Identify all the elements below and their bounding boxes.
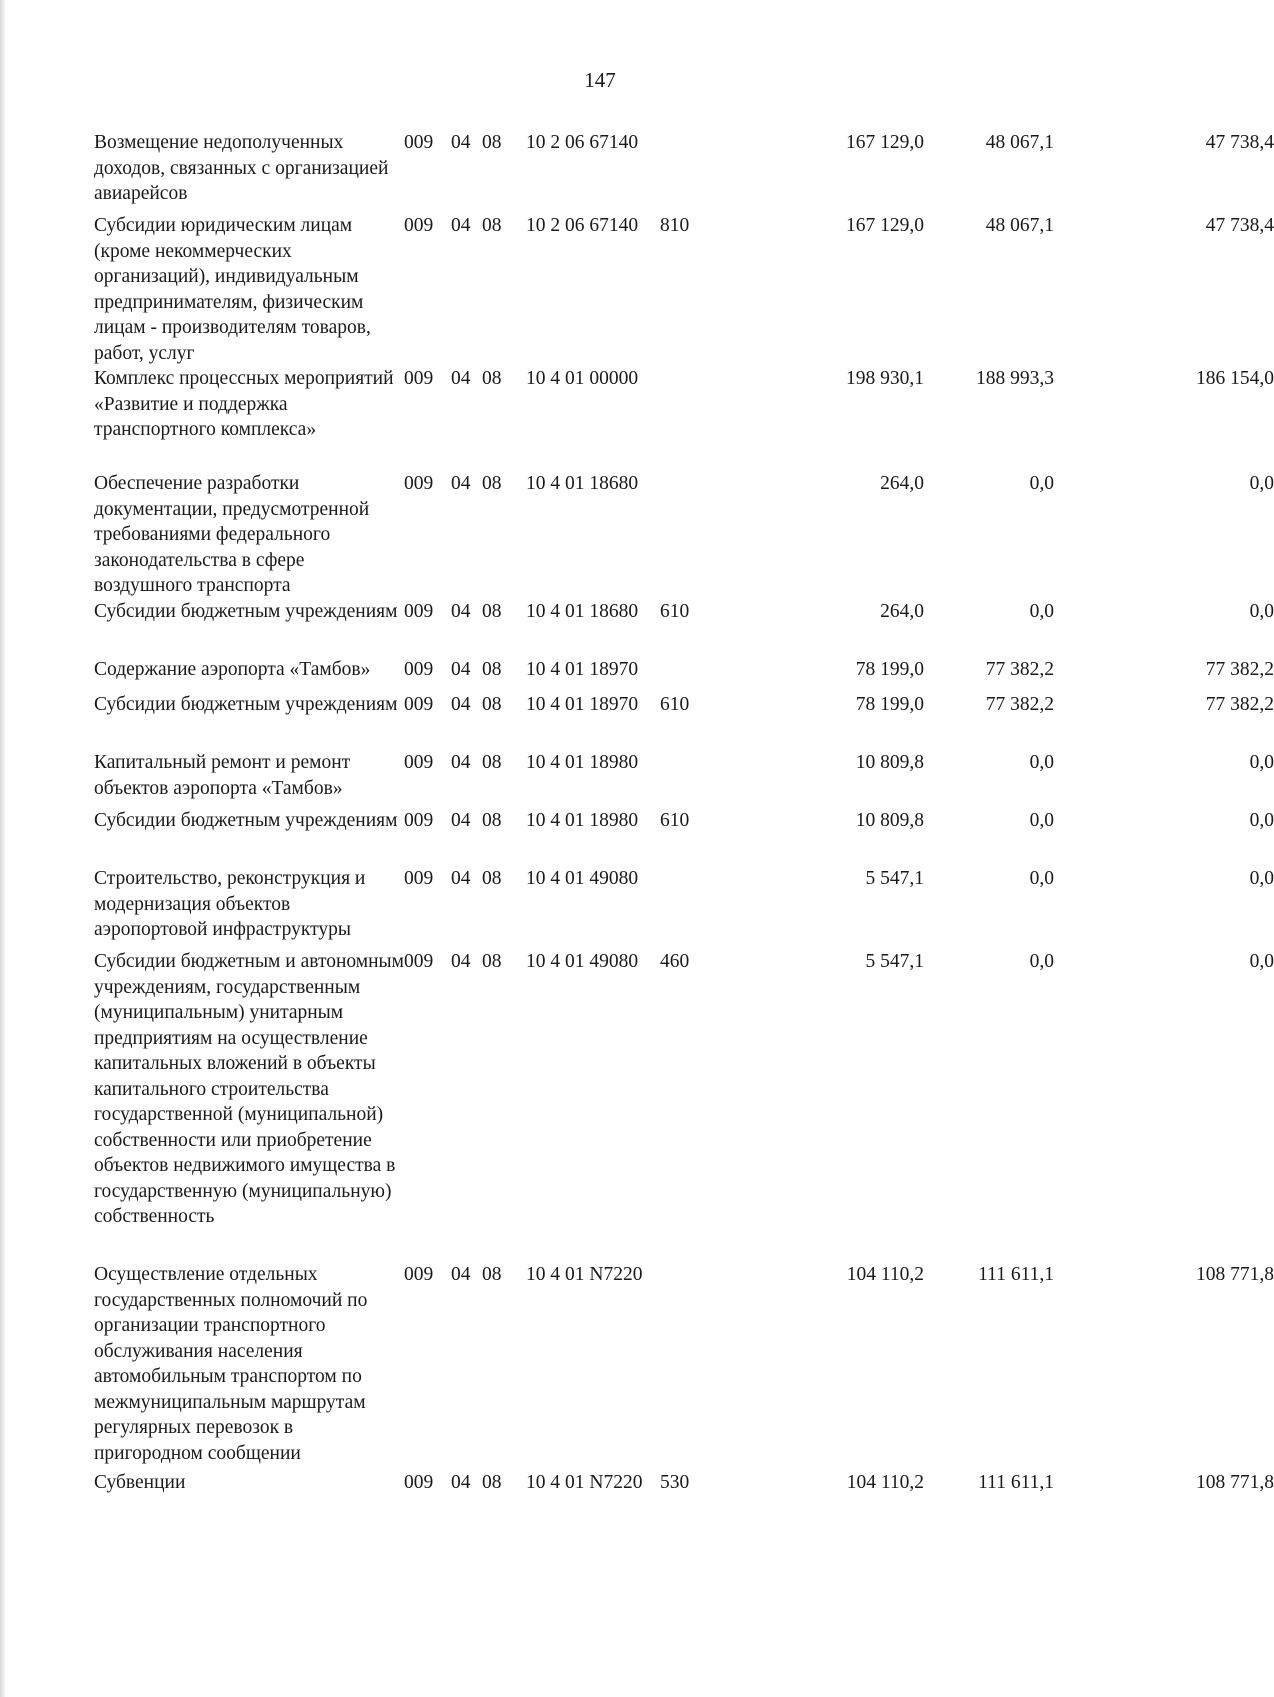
row-section: 04 — [451, 752, 471, 773]
row-subsection: 08 — [482, 810, 502, 831]
row-description: Субсидии бюджетным учреждениям — [94, 694, 398, 715]
row-section: 04 — [451, 473, 471, 494]
table-row — [94, 366, 1274, 463]
row-target-item: 10 2 06 67140 — [526, 132, 639, 153]
row-description: Возмещение недополученных доходов, связанных с организацией авиарейсов — [94, 132, 389, 204]
row-amount-year-1: 167 129,0 — [846, 215, 924, 236]
row-subsection: 08 — [482, 368, 502, 389]
row-amount-year-3: 108 771,8 — [1196, 1472, 1274, 1493]
row-amount-year-3: 77 382,2 — [1205, 694, 1274, 715]
row-expense-type: 460 — [660, 951, 690, 972]
table-row — [94, 213, 1274, 364]
row-amount-year-3: 0,0 — [1249, 868, 1274, 889]
table-row — [94, 130, 1274, 205]
row-description: Субсидии бюджетным и автономным учреждениям, государственным (муниципальным) унитарным предприятиям на осуществление капитальных вложений в объекты капитального строительства государственной (муниципальной) собственности или приобретение объектов недвижимого имущества в государственную (муниципальную) собственность — [94, 951, 404, 1227]
row-admin-code: 009 — [404, 1472, 434, 1493]
row-description: Осуществление отдельных государственных полномочий по организации транспортного обслуживания населения автомобильным транспортом по межмуниципальным маршрутам регулярных перевозок в пригородном сообщении — [94, 1264, 368, 1464]
row-description: Субсидии бюджетным учреждениям — [94, 810, 398, 831]
table-row — [94, 949, 1274, 1254]
row-admin-code: 009 — [404, 215, 434, 236]
row-expense-type: 810 — [660, 215, 690, 236]
row-description: Комплекс процессных мероприятий «Развитие и поддержка транспортного комплекса» — [94, 368, 394, 440]
row-amount-year-2: 188 993,3 — [976, 368, 1054, 389]
row-description: Субсидии бюджетным учреждениям — [94, 601, 398, 622]
row-amount-year-3: 47 738,4 — [1205, 215, 1274, 236]
row-description: Содержание аэропорта «Тамбов» — [94, 659, 371, 680]
row-amount-year-2: 0,0 — [1029, 868, 1054, 889]
row-subsection: 08 — [482, 132, 502, 153]
row-amount-year-2: 0,0 — [1029, 473, 1054, 494]
row-amount-year-3: 108 771,8 — [1196, 1264, 1274, 1285]
row-expense-type: 610 — [660, 601, 690, 622]
row-section: 04 — [451, 951, 471, 972]
row-target-item: 10 4 01 18980 — [526, 810, 639, 831]
table-row — [94, 808, 1274, 858]
row-description: Капитальный ремонт и ремонт объектов аэропорта «Тамбов» — [94, 752, 351, 799]
budget-table — [94, 130, 1274, 1497]
row-section: 04 — [451, 1264, 471, 1285]
row-description: Обеспечение разработки документации, предусмотренной требованиями федерального законодательства в сфере воздушного транспорта — [94, 473, 370, 596]
row-expense-type: 610 — [660, 810, 690, 831]
row-amount-year-1: 5 547,1 — [865, 868, 924, 889]
row-section: 04 — [451, 868, 471, 889]
row-amount-year-3: 0,0 — [1249, 473, 1274, 494]
row-amount-year-1: 5 547,1 — [865, 951, 924, 972]
row-target-item: 10 4 01 18680 — [526, 601, 639, 622]
row-amount-year-1: 167 129,0 — [846, 132, 924, 153]
row-target-item: 10 4 01 N7220 — [526, 1264, 643, 1285]
row-section: 04 — [451, 810, 471, 831]
page-number: 147 — [584, 68, 616, 92]
row-amount-year-1: 264,0 — [880, 473, 924, 494]
row-section: 04 — [451, 601, 471, 622]
row-section: 04 — [451, 659, 471, 680]
row-amount-year-1: 78 199,0 — [855, 694, 924, 715]
row-admin-code: 009 — [404, 868, 434, 889]
row-section: 04 — [451, 368, 471, 389]
row-amount-year-1: 264,0 — [880, 601, 924, 622]
row-admin-code: 009 — [404, 694, 434, 715]
row-amount-year-2: 111 611,1 — [978, 1472, 1054, 1493]
scan-edge-shadow — [0, 0, 6, 1697]
row-subsection: 08 — [482, 1264, 502, 1285]
row-target-item: 10 4 01 18680 — [526, 473, 639, 494]
row-target-item: 10 4 01 00000 — [526, 368, 639, 389]
row-amount-year-2: 111 611,1 — [978, 1264, 1054, 1285]
row-target-item: 10 4 01 18980 — [526, 752, 639, 773]
table-row — [94, 1262, 1274, 1464]
row-description: Субвенции — [94, 1472, 186, 1493]
row-admin-code: 009 — [404, 473, 434, 494]
row-amount-year-1: 104 110,2 — [846, 1472, 924, 1493]
row-section: 04 — [451, 1472, 471, 1493]
row-description: Субсидии юридическим лицам (кроме некоммерческих организаций), индивидуальным предпринимателям, физическим лицам - производителям товаров, работ, услуг — [94, 215, 371, 364]
row-amount-year-2: 0,0 — [1029, 752, 1054, 773]
row-amount-year-3: 0,0 — [1249, 810, 1274, 831]
row-subsection: 08 — [482, 951, 502, 972]
row-amount-year-2: 0,0 — [1029, 601, 1054, 622]
table-row — [94, 599, 1274, 649]
row-amount-year-3: 0,0 — [1249, 951, 1274, 972]
row-target-item: 10 4 01 49080 — [526, 868, 639, 889]
row-section: 04 — [451, 215, 471, 236]
row-subsection: 08 — [482, 1472, 502, 1493]
row-description: Строительство, реконструкция и модернизация объектов аэропортовой инфраструктуры — [94, 868, 366, 940]
row-amount-year-2: 77 382,2 — [985, 659, 1054, 680]
table-row — [94, 471, 1274, 596]
table-row — [94, 866, 1274, 941]
row-target-item: 10 4 01 N7220 — [526, 1472, 643, 1493]
row-expense-type: 530 — [660, 1472, 690, 1493]
table-row — [94, 750, 1274, 800]
table-row — [94, 692, 1274, 742]
row-admin-code: 009 — [404, 601, 434, 622]
row-amount-year-2: 0,0 — [1029, 810, 1054, 831]
row-amount-year-1: 78 199,0 — [855, 659, 924, 680]
row-amount-year-3: 186 154,0 — [1196, 368, 1274, 389]
row-admin-code: 009 — [404, 1264, 434, 1285]
row-target-item: 10 2 06 67140 — [526, 215, 639, 236]
row-admin-code: 009 — [404, 951, 434, 972]
row-amount-year-1: 10 809,8 — [855, 752, 924, 773]
row-amount-year-1: 10 809,8 — [855, 810, 924, 831]
row-admin-code: 009 — [404, 810, 434, 831]
table-row — [94, 1470, 1274, 1497]
row-admin-code: 009 — [404, 752, 434, 773]
row-subsection: 08 — [482, 868, 502, 889]
row-subsection: 08 — [482, 473, 502, 494]
row-expense-type: 610 — [660, 694, 690, 715]
row-admin-code: 009 — [404, 368, 434, 389]
row-target-item: 10 4 01 18970 — [526, 659, 639, 680]
row-amount-year-1: 198 930,1 — [846, 368, 924, 389]
row-subsection: 08 — [482, 601, 502, 622]
row-subsection: 08 — [482, 694, 502, 715]
row-subsection: 08 — [482, 659, 502, 680]
row-subsection: 08 — [482, 752, 502, 773]
row-amount-year-3: 77 382,2 — [1205, 659, 1274, 680]
row-admin-code: 009 — [404, 659, 434, 680]
row-section: 04 — [451, 132, 471, 153]
row-amount-year-3: 0,0 — [1249, 601, 1274, 622]
row-amount-year-2: 48 067,1 — [985, 215, 1054, 236]
row-amount-year-1: 104 110,2 — [846, 1264, 924, 1285]
row-admin-code: 009 — [404, 132, 434, 153]
row-subsection: 08 — [482, 215, 502, 236]
row-amount-year-2: 48 067,1 — [985, 132, 1054, 153]
row-section: 04 — [451, 694, 471, 715]
table-row — [94, 657, 1274, 684]
row-amount-year-2: 0,0 — [1029, 951, 1054, 972]
row-target-item: 10 4 01 49080 — [526, 951, 639, 972]
row-amount-year-3: 0,0 — [1249, 752, 1274, 773]
row-target-item: 10 4 01 18970 — [526, 694, 639, 715]
row-amount-year-3: 47 738,4 — [1205, 132, 1274, 153]
row-amount-year-2: 77 382,2 — [985, 694, 1054, 715]
